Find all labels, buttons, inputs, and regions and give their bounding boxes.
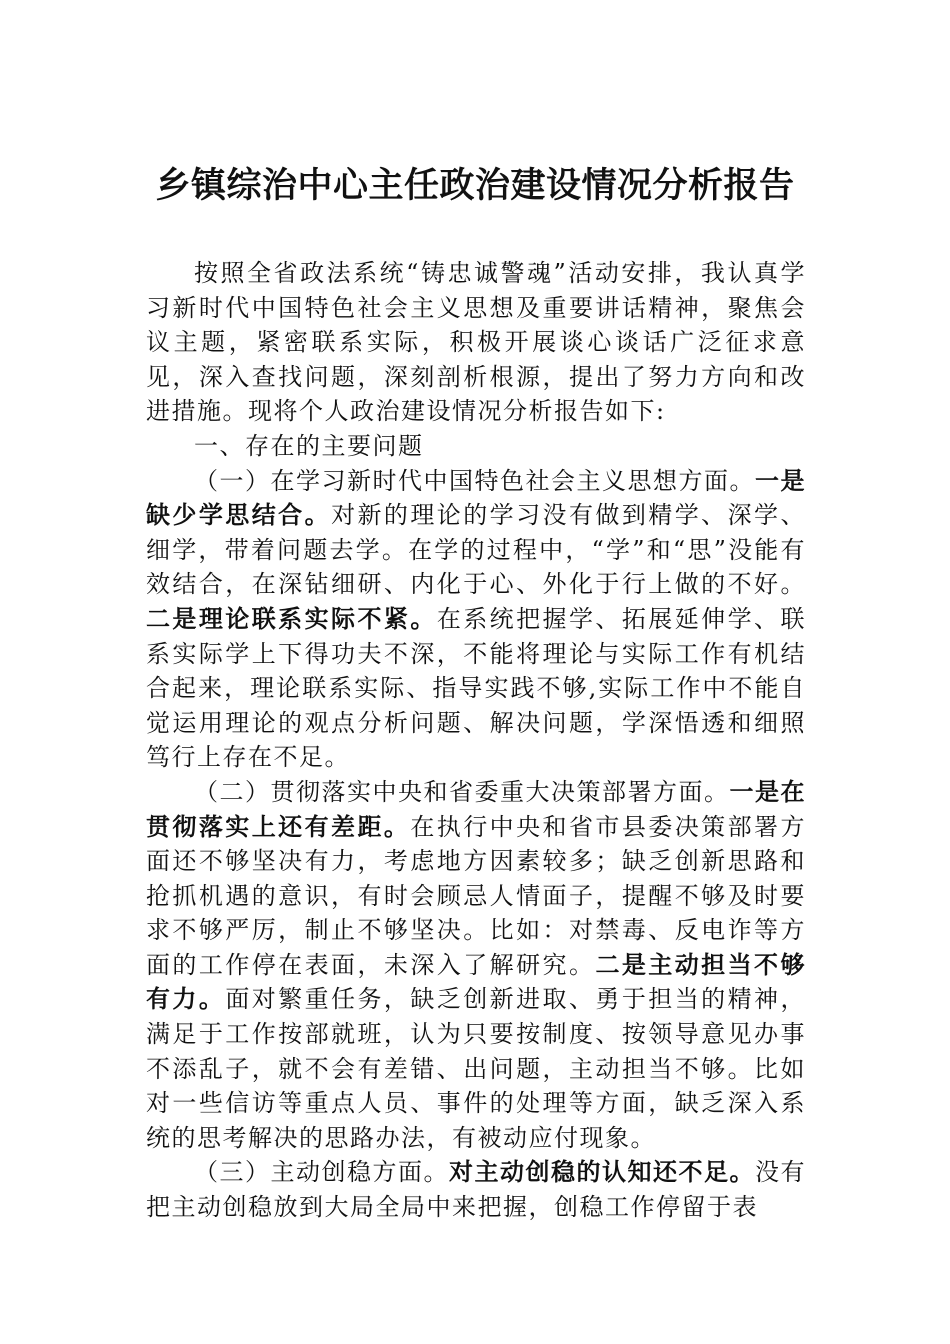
paragraph-text: 在执行中央和省市县委决策部署方面还不够坚决有力，考虑地方因素较多；缺乏创新思路和抢抓机遇的意识，有时会顾忌人情面子，提醒不够及时要求不够严厉，制止不够坚决。比如：对禁毒、反电诈等方面的工作停在表面，未深入了解研究。 (146, 812, 806, 979)
paragraph-stability (146, 1155, 806, 1224)
intro-paragraph: 按照全省政法系统“铸忠诚警魂”活动安排，我认真学习新时代中国特色社会主义思想及重要讲话精神，聚焦会议主题，紧密联系实际，积极开展谈心谈话广泛征求意见，深入查找问题，深刻剖析根源，提出了努力方向和改进措施。现将个人政治建设情况分析报告如下: (146, 259, 806, 426)
bold-point: 二是理论联系实际不紧。 (146, 604, 437, 633)
paragraph-lead: （二）贯彻落实中央和省委重大决策部署方面。 (194, 777, 730, 806)
bold-point: 二是主动担当不够有力。 (146, 950, 806, 1014)
paragraph-text: 对新的理论的学习没有做到精学、深学、细学，带着问题去学。在学的过程中，“学”和“思”没能有效结合，在深钻细研、内化于心、外化于行上做的不好。 (146, 501, 806, 599)
document-title: 乡镇综治中心主任政治建设情况分析报告 (155, 165, 795, 206)
paragraph-text: 面对繁重任务，缺乏创新进取、勇于担当的精神，满足于工作按部就班，认为只要按制度、按领导意见办事不添乱子，就不会有差错、出问题，主动担当不够。比如对一些信访等重点人员、事件的处理等方面，缺乏深入系统的思考解决的思路办法，有被动应付现象。 (146, 985, 806, 1152)
bold-point: 对主动创稳的认知还不足。 (449, 1158, 755, 1187)
paragraph-text: 在系统把握学、拓展延伸学、联系实际学上下得功夫不深，不能将理论与实际工作有机结合起来，理论联系实际、指导实践不够,实际工作中不能自觉运用理论的观点分析问题、解决问题，学深悟透和细照笃行上存在不足。 (146, 604, 806, 772)
paragraph-lead: （一）在学习新时代中国特色社会主义思想方面。 (194, 466, 755, 495)
paragraph-lead: （三）主动创稳方面。 (194, 1158, 449, 1187)
paragraph-implementation (146, 775, 806, 1156)
paragraph-text: 没有把主动创稳放到大局全局中来把握，创稳工作停留于表 (146, 1158, 806, 1222)
paragraph-study (146, 464, 806, 775)
bold-point: 一是缺少学思结合。 (146, 466, 806, 530)
section-heading: 一、存在的主要问题 (194, 431, 424, 460)
document-body (146, 256, 806, 1225)
bold-point: 一是在贯彻落实上还有差距。 (146, 777, 806, 841)
